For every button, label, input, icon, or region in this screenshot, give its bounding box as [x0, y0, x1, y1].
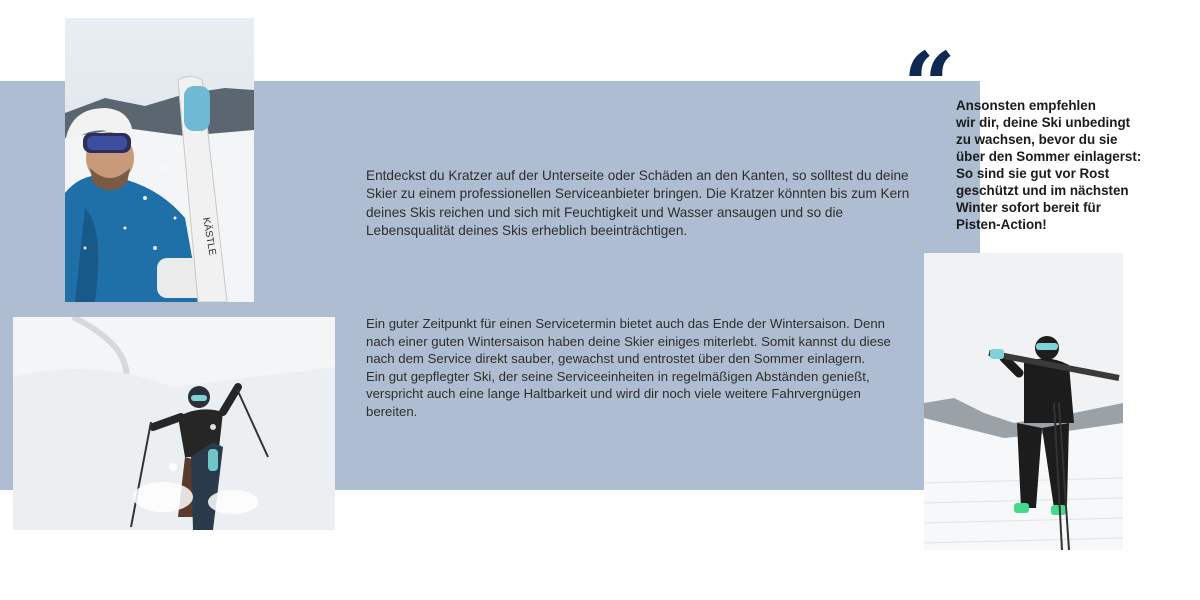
quote-line: Winter sofort bereit für — [956, 200, 1101, 215]
paragraph-text: Ein guter Zeitpunkt für einen Servicetermin bietet auch das Ende der Wintersaison. Denn nach einer guten Wintersaison haben deine Skier einiges miterlebt. Somit kannst du diese nach dem Service direkt sauber, gewachst und entrostet über den Sommer einlagern. — [366, 316, 891, 367]
service-paragraph-1 — [366, 167, 911, 241]
pull-quote — [956, 97, 1168, 233]
powder-skier-photo — [13, 317, 335, 530]
skier-portrait-photo — [65, 18, 254, 302]
slope-skier-photo — [924, 253, 1123, 550]
quote-line: geschützt und im nächsten — [956, 183, 1129, 198]
quote-line: Pisten-Action! — [956, 217, 1047, 232]
paragraph-text: Ein gut gepflegter Ski, der seine Serviceeinheiten in regelmäßigen Abständen genießt, verspricht auch eine lange Haltbarkeit und wird dir noch viele weitere Fahrvergnügen bereiten. — [366, 368, 870, 419]
service-paragraph-2 — [366, 315, 911, 421]
quote-line: zu wachsen, bevor du sie — [956, 132, 1118, 147]
paragraph-text: Entdeckst du Kratzer auf der Unterseite oder Schäden an den Kanten, so solltest du deine Skier zu einem professionellen Serviceanbieter bringen. Die Kratzer könnten bis zum Kern deines Skis reichen und sich mit Feuchtigkeit und Wasser ansaugen und so die Lebensqualität deines Skis erheblich beeinträchtigen. — [366, 168, 910, 239]
quote-line: wir dir, deine Ski unbedingt — [956, 115, 1131, 130]
quotation-mark-icon: “ — [903, 32, 950, 140]
quote-line: Ansonsten empfehlen — [956, 98, 1096, 113]
quote-line: über den Sommer einlagerst: — [956, 149, 1142, 164]
ski-brand-label: KÄSTLE — [200, 216, 218, 257]
quote-line: So sind sie gut vor Rost — [956, 166, 1110, 181]
